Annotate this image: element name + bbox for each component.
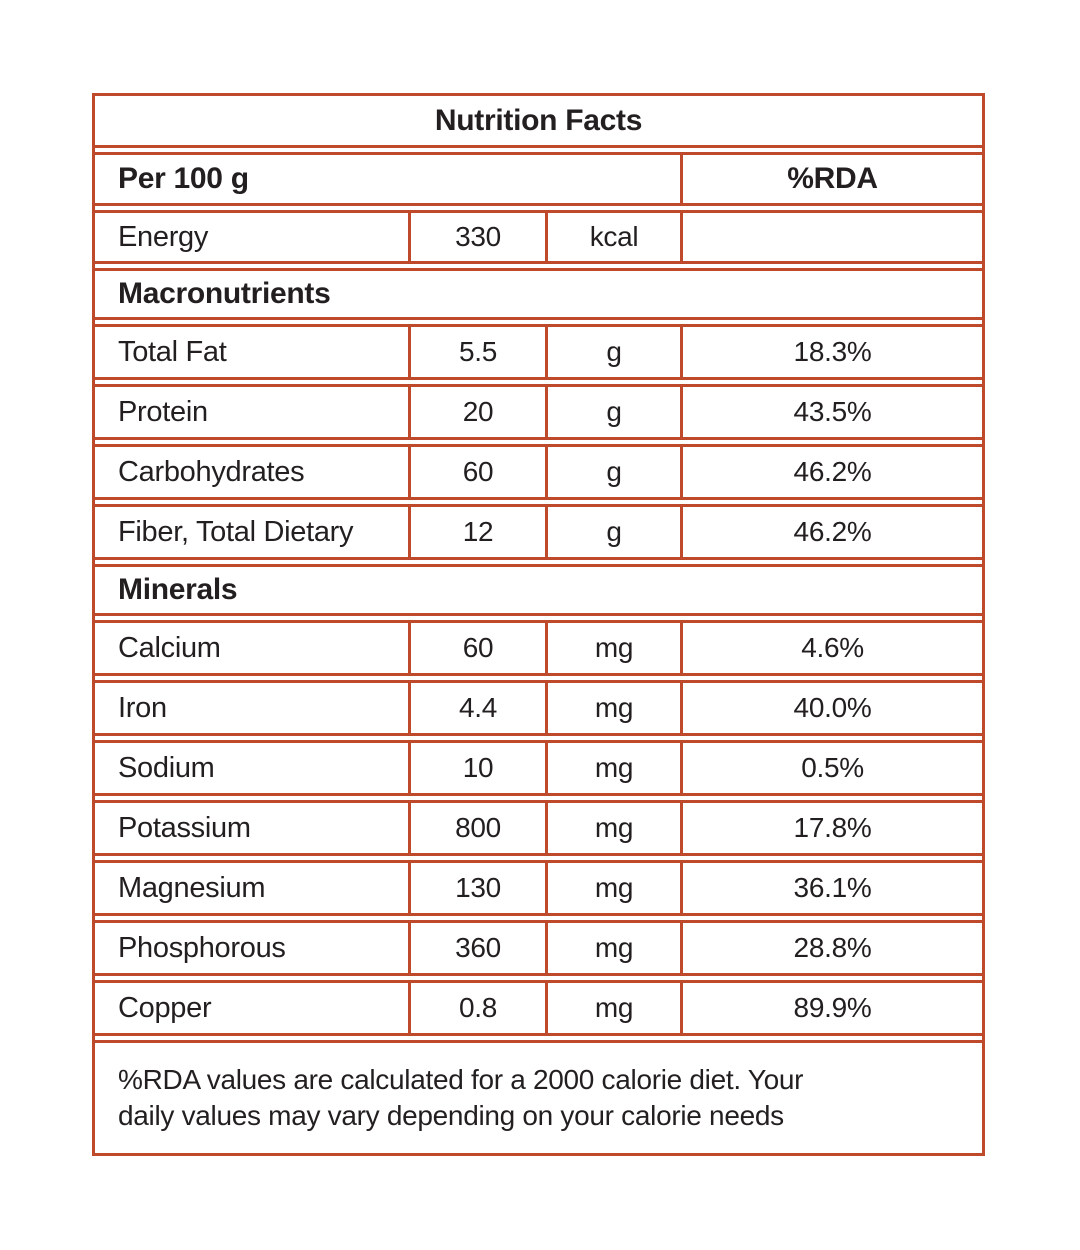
footnote-row — [95, 1040, 982, 1156]
nutrient-row-fiber — [95, 504, 982, 560]
nutrient-unit: kcal — [545, 213, 680, 261]
nutrient-label: Phosphorous — [118, 931, 286, 964]
section-header-minerals — [95, 564, 982, 616]
nutrient-label: Carbohydrates — [118, 455, 305, 488]
nutrient-label: Energy — [118, 220, 209, 253]
nutrient-label: Sodium — [118, 751, 215, 784]
nutrient-rda: 28.8% — [680, 923, 982, 973]
nutrient-rda: 46.2% — [680, 447, 982, 497]
nutrient-label: Calcium — [118, 631, 221, 664]
nutrient-rda: 17.8% — [680, 803, 982, 853]
column-header-row — [95, 152, 982, 206]
nutrition-facts-table — [92, 93, 985, 1156]
nutrient-value: 60 — [408, 623, 545, 673]
nutrient-unit: g — [545, 447, 680, 497]
footnote-line-2: daily values may vary depending on your calorie needs — [118, 1100, 784, 1131]
nutrient-value: 12 — [408, 507, 545, 557]
nutrient-unit: g — [545, 327, 680, 377]
nutrient-unit: g — [545, 507, 680, 557]
nutrient-unit: mg — [545, 803, 680, 853]
nutrient-label: Copper — [118, 991, 212, 1024]
serving-size-header: Per 100 g — [118, 162, 249, 195]
nutrient-value: 20 — [408, 387, 545, 437]
nutrient-rda: 0.5% — [680, 743, 982, 793]
nutrient-rda: 46.2% — [680, 507, 982, 557]
nutrient-value: 130 — [408, 863, 545, 913]
nutrient-value: 330 — [408, 213, 545, 261]
section-header-macronutrients — [95, 268, 982, 320]
rda-column-header: %RDA — [680, 155, 982, 203]
nutrient-rda: 18.3% — [680, 327, 982, 377]
nutrient-unit: mg — [545, 683, 680, 733]
nutrient-label: Potassium — [118, 811, 251, 844]
nutrient-value: 4.4 — [408, 683, 545, 733]
nutrient-row-copper — [95, 980, 982, 1036]
nutrient-value: 5.5 — [408, 327, 545, 377]
section-title: Minerals — [118, 573, 238, 606]
nutrient-value: 10 — [408, 743, 545, 793]
nutrient-row-energy — [95, 210, 982, 264]
nutrient-row-iron — [95, 680, 982, 736]
nutrient-row-protein — [95, 384, 982, 440]
nutrient-row-potassium — [95, 800, 982, 856]
nutrient-row-magnesium — [95, 860, 982, 916]
nutrient-label: Fiber, Total Dietary — [118, 515, 354, 548]
nutrient-row-calcium — [95, 620, 982, 676]
nutrient-label: Iron — [118, 691, 167, 724]
nutrient-rda: 4.6% — [680, 623, 982, 673]
nutrient-unit: mg — [545, 983, 680, 1033]
nutrient-unit: g — [545, 387, 680, 437]
nutrient-unit: mg — [545, 923, 680, 973]
nutrient-value: 0.8 — [408, 983, 545, 1033]
nutrient-value: 60 — [408, 447, 545, 497]
nutrient-label: Total Fat — [118, 335, 227, 368]
nutrient-unit: mg — [545, 623, 680, 673]
nutrient-rda — [680, 213, 982, 261]
footnote-line-1: %RDA values are calculated for a 2000 calorie diet. Your — [118, 1064, 804, 1095]
nutrient-row-carbohydrates — [95, 444, 982, 500]
nutrient-unit: mg — [545, 863, 680, 913]
table-title: Nutrition Facts — [434, 103, 643, 137]
nutrient-row-phosphorous — [95, 920, 982, 976]
nutrient-rda: 43.5% — [680, 387, 982, 437]
nutrient-row-total-fat — [95, 324, 982, 380]
nutrient-unit: mg — [545, 743, 680, 793]
nutrient-rda: 89.9% — [680, 983, 982, 1033]
nutrient-label: Protein — [118, 395, 208, 428]
table-title-row — [95, 93, 982, 148]
nutrient-row-sodium — [95, 740, 982, 796]
nutrient-label: Magnesium — [118, 871, 266, 904]
nutrient-value: 800 — [408, 803, 545, 853]
section-title: Macronutrients — [118, 277, 331, 310]
nutrient-rda: 36.1% — [680, 863, 982, 913]
nutrient-rda: 40.0% — [680, 683, 982, 733]
nutrient-value: 360 — [408, 923, 545, 973]
